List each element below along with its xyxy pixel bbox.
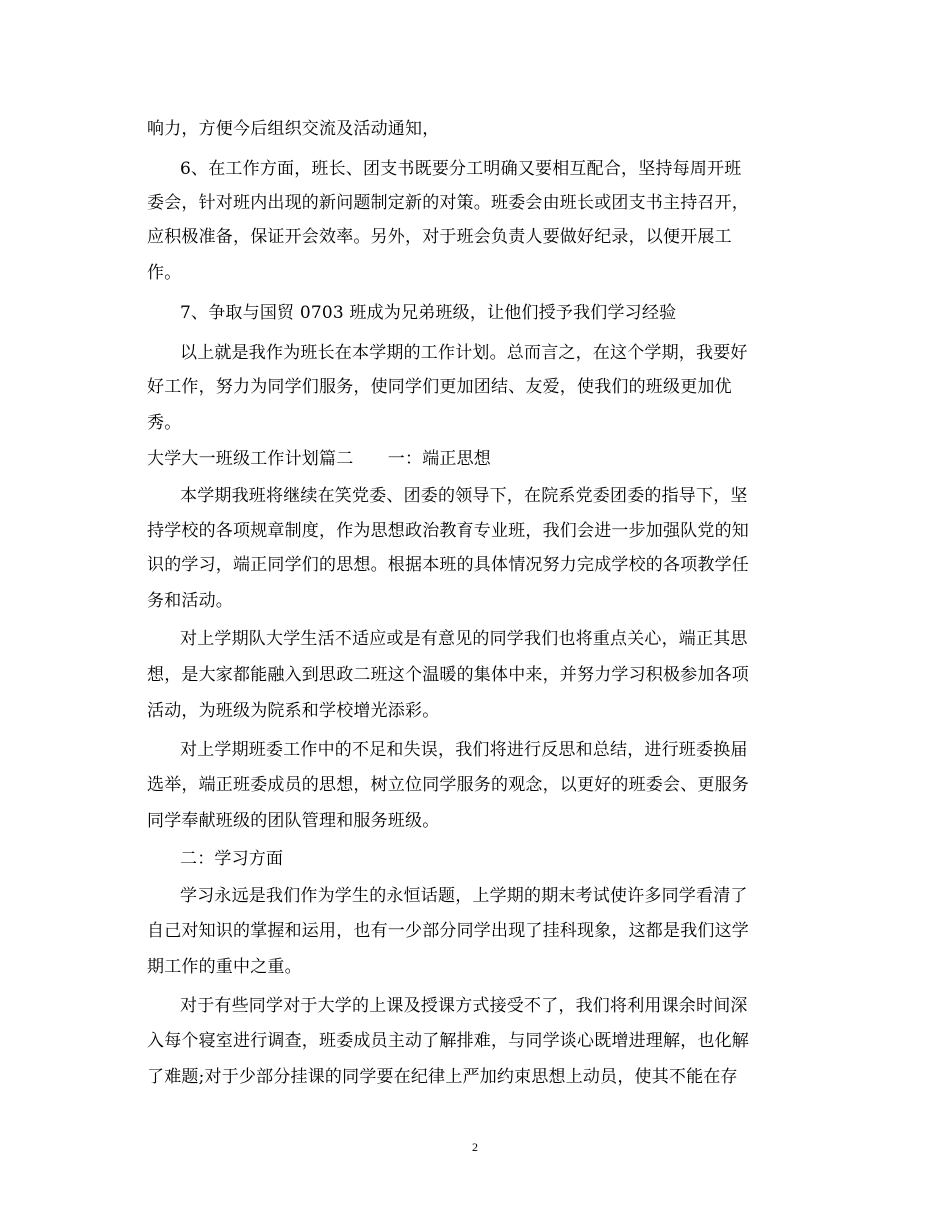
- text-line: 同学奉献班级的团队管理和服务班级。: [147, 811, 440, 831]
- text-line: 应积极准备，保证开会效率。另外，对于班会负责人要做好纪录，以便开展工: [147, 227, 732, 247]
- section-heading: 大学大一班级工作计划篇二 一：端正思想: [147, 449, 491, 469]
- text-line: 自己对知识的掌握和运用，也有一少部分同学出现了挂科现象，这都是我们这学: [147, 921, 749, 941]
- text-line: 响力，方便今后组织交流及活动通知，: [147, 119, 440, 139]
- text-line: 好工作，努力为同学们服务，使同学们更加团结、友爱，使我们的班级更加优: [147, 377, 732, 397]
- text-line: 选举，端正班委成员的思想，树立位同学服务的观念，以更好的班委会、更服务: [147, 775, 749, 795]
- text-line: 学习永远是我们作为学生的永恒话题，上学期的期末考试使许多同学看清了: [180, 886, 748, 906]
- text-line: 作。: [147, 263, 182, 283]
- text-line: 想，是大家都能融入到思政二班这个温暖的集体中来，并努力学习积极参加各项: [147, 665, 749, 685]
- text-line: 对上学期队大学生活不适应或是有意见的同学我们也将重点关心，端正其思: [180, 629, 748, 649]
- section-heading: 二：学习方面: [180, 849, 284, 869]
- text-line: 7、争取与国贸 0703 班成为兄弟班级，让他们授予我们学习经验: [180, 303, 677, 323]
- text-line: 活动，为班级为院系和学校增光添彩。: [147, 701, 440, 721]
- page-number: 2: [472, 1140, 478, 1154]
- text-line: 持学校的各项规章制度，作为思想政治教育专业班，我们会进一步加强队党的知: [147, 521, 749, 541]
- text-line: 期工作的重中之重。: [147, 957, 302, 977]
- text-line: 本学期我班将继续在笑党委、团委的领导下，在院系党委团委的指导下，坚: [180, 486, 748, 506]
- text-line: 务和活动。: [147, 591, 233, 611]
- text-line: 6、在工作方面，班长、团支书既要分工明确又要相互配合，坚持每周开班: [180, 159, 742, 179]
- text-line: 入每个寝室进行调查，班委成员主动了解排难，与同学谈心既增进理解，也化解: [147, 1031, 749, 1051]
- text-line: 识的学习，端正同学们的思想。根据本班的具体情况努力完成学校的各项教学任: [147, 555, 749, 575]
- text-line: 以上就是我作为班长在本学期的工作计划。总而言之，在这个学期，我要好: [180, 343, 748, 363]
- text-line: 了难题;对于少部分挂课的同学要在纪律上严加约束思想上动员，使其不能在存: [147, 1067, 738, 1087]
- text-line: 委会，针对班内出现的新问题制定新的对策。班委会由班长或团支书主持召开，: [147, 193, 749, 213]
- text-line: 对上学期班委工作中的不足和失误，我们将进行反思和总结，进行班委换届: [180, 740, 748, 760]
- text-line: 秀。: [147, 413, 182, 433]
- text-line: 对于有些同学对于大学的上课及授课方式接受不了，我们将利用课余时间深: [180, 996, 748, 1016]
